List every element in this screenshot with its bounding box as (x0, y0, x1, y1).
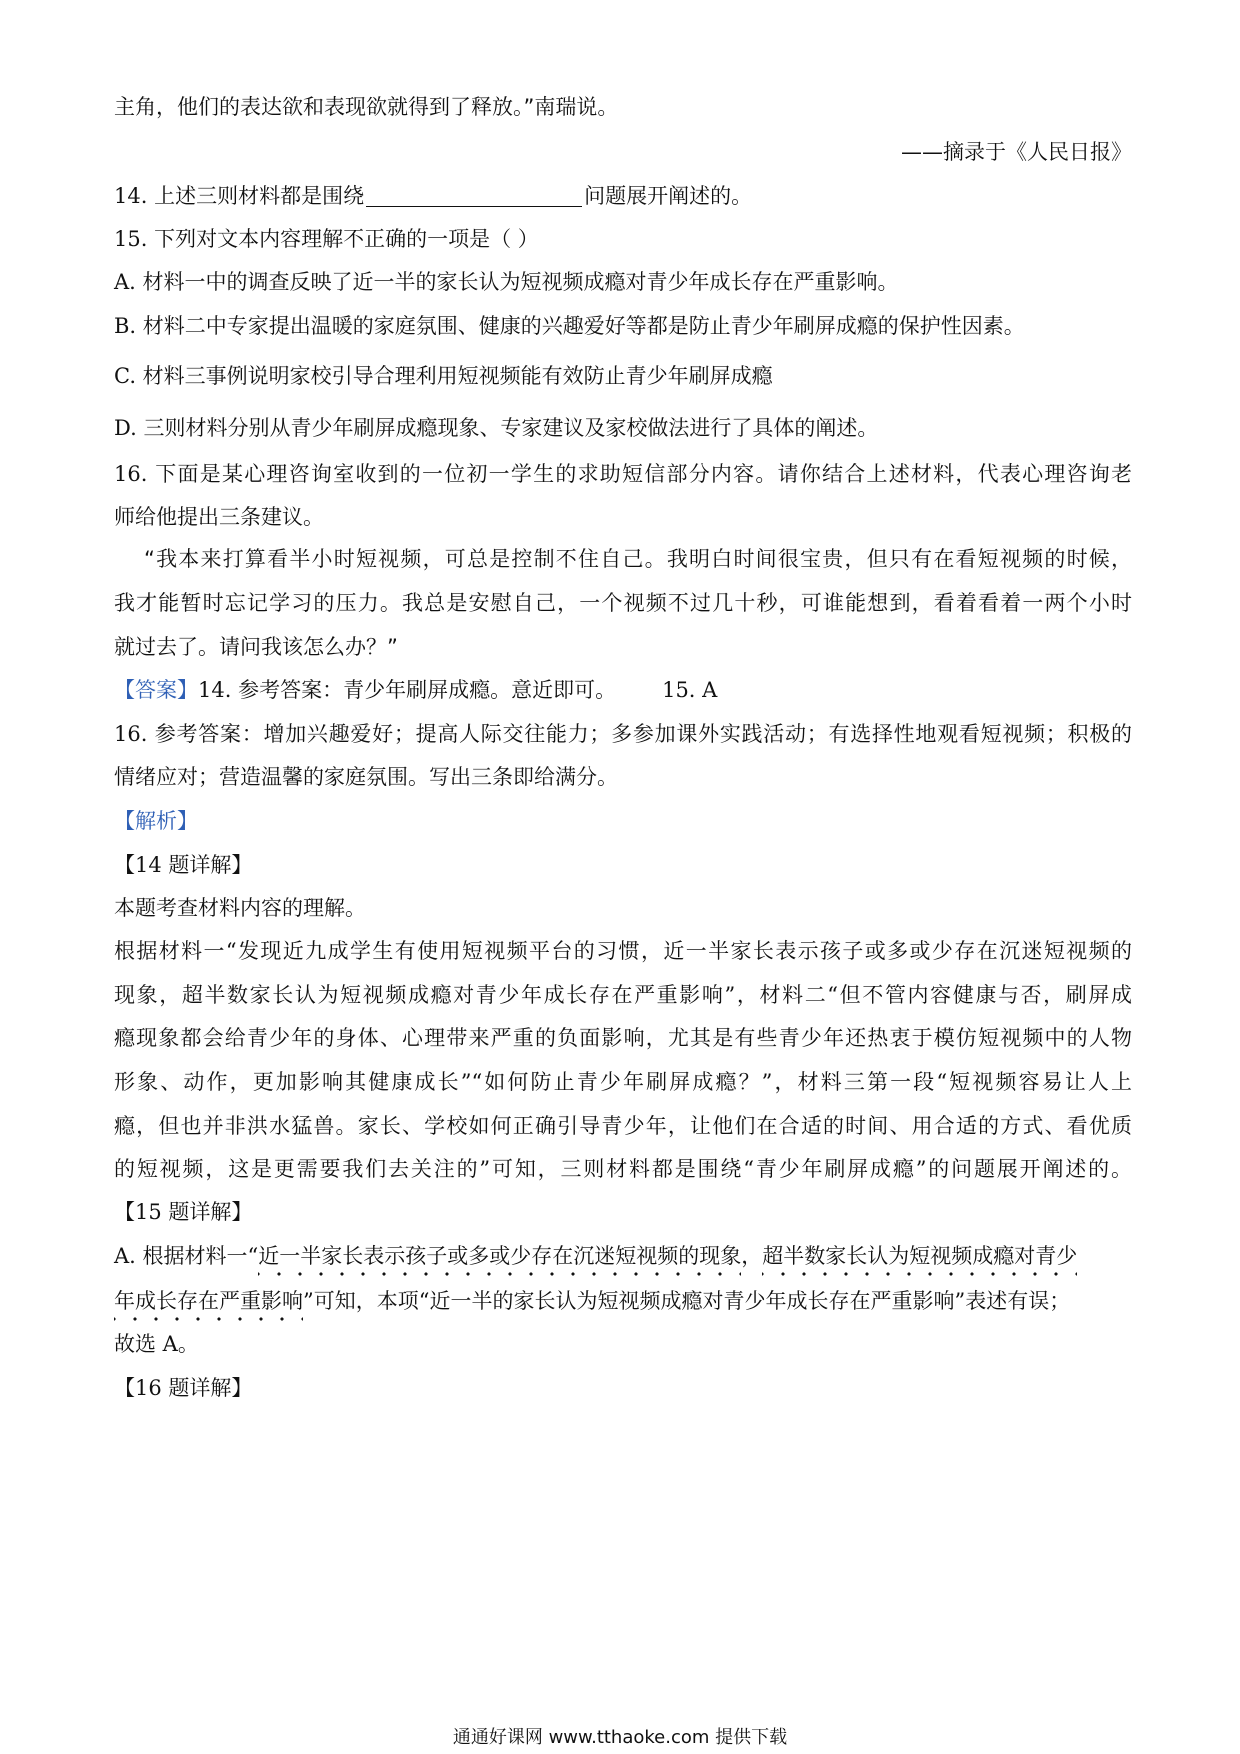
question-14 (114, 182, 1132, 210)
option-b: B. 材料二中专家提出温暖的家庭氛围、健康的兴趣爱好等都是防止青少年刷屏成瘾的保护性因素。 (114, 314, 1025, 338)
page-footer: 通通好课网 www.tthaoke.com 提供下载 (452, 1727, 788, 1748)
option-c: C. 材料三事例说明家校引导合理利用短视频能有效防止青少年刷屏成瘾 (114, 364, 773, 388)
question-16-line-1: 16. 下面是某心理咨询室收到的一位初一学生的求助短信部分内容。请你结合上述材料，代表心理咨询老 (114, 462, 1132, 486)
answer-blank[interactable] (366, 184, 582, 207)
detail-14-line-3: 瘾现象都会给青少年的身体、心理带来严重的负面影响，尤其是有些青少年还热衷于模仿短视频中的人物 (114, 1026, 1132, 1050)
question-15: 15. 下列对文本内容理解不正确的一项是（ ） (114, 227, 539, 251)
student-message-line-1: “我本来打算看半小时短视频，可总是控制不住自己。我明白时间很宝贵，但只有在看短视频的时候， (144, 547, 1132, 571)
detail-14-line-5: 瘾，但也并非洪水猛兽。家长、学校如何正确引导青少年，让他们在合适的时间、用合适的方式、看优质 (114, 1114, 1132, 1138)
question-14-prefix: 14. 上述三则材料都是围绕 (114, 184, 365, 208)
answer-line (114, 676, 1132, 704)
question-14-suffix: 问题展开阐述的。 (584, 184, 753, 208)
emphasized-quote: 超半数家长认为短视频成瘾对青少 (762, 1244, 1077, 1277)
detail-14-intro: 本题考查材料内容的理解。 (114, 896, 366, 920)
detail-15-rest: ”可知，本项“近一半的家长认为短视频成瘾对青少年成长存在严重影响”表述有误； (303, 1289, 1071, 1313)
emphasized-quote: 近一半家长表示孩子或多或少存在沉迷短视频的现象 (258, 1244, 741, 1277)
detail-14-line-6: 的短视频，这是更需要我们去关注的”可知，三则材料都是围绕“青少年刷屏成瘾”的问题展开阐述的。 (114, 1157, 1132, 1181)
option-a: A. 材料一中的调查反映了近一半的家长认为短视频成瘾对青少年成长存在严重影响。 (114, 270, 899, 294)
option-d: D. 三则材料分别从青少年刷屏成瘾现象、专家建议及家校做法进行了具体的阐述。 (114, 416, 879, 440)
analysis-tag: 【解析】 (114, 809, 198, 833)
detail-15-lead: A. 根据材料一“ (114, 1244, 259, 1268)
detail-16-title: 【16 题详解】 (114, 1376, 253, 1400)
detail-14-line-4: 形象、动作，更加影响其健康成长”“如何防止青少年刷屏成瘾？”，材料三第一段“短视频容易让人上 (114, 1070, 1132, 1094)
answer-15: 15. A (662, 678, 718, 702)
student-message-line-2: 我才能暂时忘记学习的压力。我总是安慰自己，一个视频不过几十秒，可谁能想到，看着看着一两个小时 (114, 591, 1132, 615)
detail-15-title: 【15 题详解】 (114, 1200, 253, 1224)
detail-15-line-1 (114, 1242, 1132, 1270)
answer-16-line-2: 情绪应对；营造温馨的家庭氛围。写出三条即给满分。 (114, 765, 618, 789)
detail-14-line-1: 根据材料一“发现近九成学生有使用短视频平台的习惯，近一半家长表示孩子或多或少存在沉迷短视频的 (114, 939, 1132, 963)
question-16-line-2: 师给他提出三条建议。 (114, 505, 324, 529)
answer-tag: 【答案】 (114, 678, 198, 702)
detail-14-line-2: 现象，超半数家长认为短视频成瘾对青少年成长存在严重影响”，材料二“但不管内容健康与否，刷屏成 (114, 983, 1132, 1007)
detail-15-line-2 (114, 1287, 1132, 1315)
detail-14-title: 【14 题详解】 (114, 853, 253, 877)
emphasized-quote: 年成长存在严重影响 (114, 1289, 303, 1322)
detail-15-conclusion: 故选 A。 (114, 1332, 199, 1356)
source-citation: ——摘录于《人民日报》 (901, 140, 1132, 164)
student-message-line-3: 就过去了。请问我该怎么办？” (114, 635, 398, 659)
material-closing-line: 主角，他们的表达欲和表现欲就得到了释放。”南瑞说。 (114, 95, 619, 119)
detail-15-comma: ， (741, 1244, 763, 1268)
answer-14: 14. 参考答案：青少年刷屏成瘾。意近即可。 (198, 678, 617, 702)
answer-16-line-1: 16. 参考答案：增加兴趣爱好；提高人际交往能力；多参加课外实践活动；有选择性地观看短视频；积极的 (114, 722, 1132, 746)
